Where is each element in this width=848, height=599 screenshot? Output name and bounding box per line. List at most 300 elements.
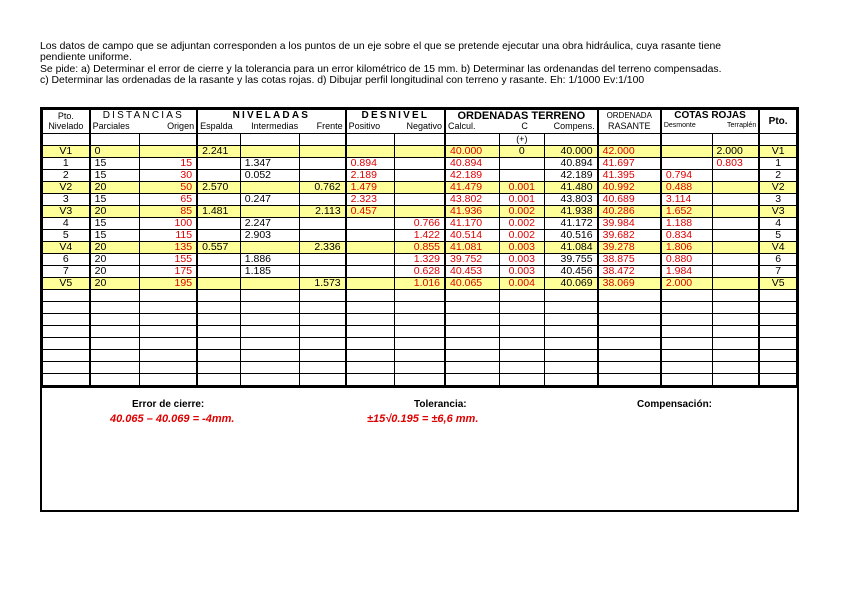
espalda-label: Espalda [200,121,233,131]
cell-terr [712,242,759,254]
blank-cell [499,290,544,302]
cell-inter: 1.185 [240,266,299,278]
cell-comp: 40.516 [544,230,597,242]
cell-comp: 41.480 [544,182,597,194]
table-row [43,218,797,230]
cell-pto2: V3 [759,206,796,218]
blank-cell [661,374,712,386]
frente-label: Frente [316,121,343,131]
cell-calc: 41.170 [445,218,499,230]
cell-c: 0.003 [499,254,544,266]
blank-cell [712,350,759,362]
cell-parc: 15 [90,230,140,242]
blank-cell [299,290,345,302]
plus-sign: (+) [499,134,544,146]
blank-cell [661,362,712,374]
intro-line: Se pide: a) Determinar el error de cierre y la tolerancia para un error kilométrico de 15 mm. b) Determinar las ordenandas del terreno compensadas. [40,63,722,75]
blank-cell [197,314,240,326]
cell-calc: 41.081 [445,242,499,254]
cell-calc: 41.936 [445,206,499,218]
cell-inter: 0.247 [240,194,299,206]
cell-comp: 41.172 [544,218,597,230]
table-row [43,146,797,158]
cell-comp: 40.069 [544,278,597,290]
cell-inter: 0.052 [240,170,299,182]
blank-cell [197,350,240,362]
blank-row [43,314,797,326]
cell-c: 0.002 [499,218,544,230]
cell-fre [299,230,345,242]
blank-cell [445,302,499,314]
cell-pto: V5 [43,278,90,290]
cell-pto: V4 [43,242,90,254]
c-label: C [521,121,528,131]
blank-cell [598,302,661,314]
cell-pto: 6 [43,254,90,266]
cell-pto: 4 [43,218,90,230]
cell-comp: 39.755 [544,254,597,266]
blank-cell [299,350,345,362]
origen-label: Origen [167,121,195,131]
cell-c: 0.004 [499,278,544,290]
blank-cell [43,290,90,302]
cell-terr: 2.000 [712,146,759,158]
cell-parc: 15 [90,194,140,206]
blank-cell [90,374,140,386]
cell-pto2: 4 [759,218,796,230]
positivo-label: Positivo [348,121,381,131]
desmonte-label: Desmonte [663,122,696,129]
cell-terr [712,266,759,278]
cell-pos [346,218,395,230]
blank-cell [712,374,759,386]
cell-c [499,170,544,182]
compens-label: Compens. [553,121,595,131]
cell-orig [140,146,197,158]
blank-cell [759,338,796,350]
cell-calc: 42.189 [445,170,499,182]
cell-parc: 20 [90,266,140,278]
cell-c: 0.002 [499,206,544,218]
pto-label: Pto. [57,111,74,121]
cell-neg: 0.766 [395,218,445,230]
blank-cell [299,302,345,314]
header-row [43,110,797,134]
cell-terr [712,182,759,194]
blank-cell [499,326,544,338]
blank-cell [140,374,197,386]
cell-pto: V2 [43,182,90,194]
cell-pto2: V4 [759,242,796,254]
intro-line: c) Determinar las ordenadas de la rasante y las cotas rojas. d) Dibujar perfil longitudinal con terreno y rasante. Eh: 1/1000 Ev:1/100 [40,75,645,87]
blank-cell [90,350,140,362]
table-row [43,182,797,194]
blank-cell [90,326,140,338]
blank-cell [395,362,445,374]
blank-cell [395,302,445,314]
data-rows [43,146,797,290]
cell-pto: 5 [43,230,90,242]
blank-cell [240,326,299,338]
cell-orig: 15 [140,158,197,170]
blank-cell [346,314,395,326]
distancias-header [90,110,197,134]
cell-fre [299,146,345,158]
cell-neg [395,194,445,206]
blank-cell [712,290,759,302]
blank-cell [346,350,395,362]
cell-neg: 1.329 [395,254,445,266]
cell-orig: 135 [140,242,197,254]
tolerance-label: Tolerancia: [414,399,467,410]
blank-cell [346,374,395,386]
cell-neg [395,182,445,194]
cell-pos [346,146,395,158]
blank-cell [445,338,499,350]
cell-pos [346,266,395,278]
intro-line: Los datos de campo que se adjuntan corresponden a los puntos de un eje sobre el que se pretende ejecutar una obra hidráulica, cuya rasante tiene [40,41,722,52]
cell-calc: 40.000 [445,146,499,158]
cell-pto2: 1 [759,158,796,170]
cell-pto: V3 [43,206,90,218]
blank-cell [346,302,395,314]
cell-comp: 43.803 [544,194,597,206]
blank-cell [197,338,240,350]
blank-cell [197,326,240,338]
blank-cell [598,338,661,350]
blank-cell [299,314,345,326]
cell-terr [712,170,759,182]
blank-cell [197,302,240,314]
blank-cell [43,338,90,350]
cell-ras: 40.286 [598,206,661,218]
cell-parc: 15 [90,170,140,182]
blank-cell [299,362,345,374]
cell-ras: 40.992 [598,182,661,194]
cell-esp [197,266,240,278]
blank-cell [499,350,544,362]
cell-orig: 30 [140,170,197,182]
cell-calc: 41.479 [445,182,499,194]
blank-cell [598,374,661,386]
cell-desm: 0.794 [661,170,712,182]
blank-cell [544,338,597,350]
table-row [43,170,797,182]
cell-desm: 1.984 [661,266,712,278]
cell-desm: 3.114 [661,194,712,206]
cell-esp [197,278,240,290]
niveladas-title: NIVELADAS [232,110,311,121]
cotas-rojas-header [661,110,759,134]
cell-desm [661,158,712,170]
cell-pto2: 2 [759,170,796,182]
cell-c: 0 [499,146,544,158]
blank-cell [395,350,445,362]
cell-desm: 1.806 [661,242,712,254]
cell-neg [395,146,445,158]
blank-cell [90,302,140,314]
cell-ras: 40.689 [598,194,661,206]
table-row [43,278,797,290]
blank-cell [140,302,197,314]
cell-inter: 1.347 [240,158,299,170]
blank-cell [299,338,345,350]
blank-row [43,362,797,374]
calcul-label: Calcul. [448,121,476,131]
cell-orig: 50 [140,182,197,194]
cell-inter [240,182,299,194]
cell-esp: 2.241 [197,146,240,158]
cell-fre: 2.113 [299,206,345,218]
blank-cell [661,350,712,362]
problem-statement [40,41,820,87]
blank-cell [43,374,90,386]
blank-cell [240,350,299,362]
blank-cell [544,374,597,386]
blank-cell [661,302,712,314]
rasante-label: RASANTE [607,121,651,131]
cell-inter [240,242,299,254]
blank-cell [445,362,499,374]
cell-desm: 0.880 [661,254,712,266]
cell-parc: 20 [90,206,140,218]
cell-c: 0.003 [499,242,544,254]
cell-neg: 0.628 [395,266,445,278]
blank-cell [240,290,299,302]
blank-cell [661,314,712,326]
blank-cell [499,362,544,374]
blank-cell [140,314,197,326]
cell-esp [197,170,240,182]
cell-comp: 42.189 [544,170,597,182]
cell-comp: 40.894 [544,158,597,170]
cell-c: 0.002 [499,230,544,242]
blank-cell [499,374,544,386]
cell-desm: 1.188 [661,218,712,230]
cell-pto: V1 [43,146,90,158]
cell-terr [712,218,759,230]
cell-parc: 15 [90,218,140,230]
blank-row [43,290,797,302]
cell-comp: 41.084 [544,242,597,254]
blank-cell [395,338,445,350]
blank-rows [43,290,797,386]
cell-pos [346,254,395,266]
blank-cell [299,326,345,338]
cell-pos: 0.894 [346,158,395,170]
table-row [43,230,797,242]
blank-cell [598,362,661,374]
cell-parc: 20 [90,182,140,194]
ordenada-label: ORDENADA [606,111,652,120]
cell-desm: 0.488 [661,182,712,194]
cell-parc: 20 [90,242,140,254]
cell-desm [661,146,712,158]
cell-pos [346,230,395,242]
cell-inter: 1.886 [240,254,299,266]
blank-cell [240,314,299,326]
blank-cell [90,314,140,326]
cell-fre: 0.762 [299,182,345,194]
cell-fre [299,194,345,206]
cell-desm: 1.652 [661,206,712,218]
cell-comp: 40.000 [544,146,597,158]
cell-neg: 0.855 [395,242,445,254]
ordenadas-terreno-header [445,110,598,134]
blank-cell [598,326,661,338]
blank-cell [395,374,445,386]
cell-calc: 40.065 [445,278,499,290]
cell-pto2: V2 [759,182,796,194]
cell-ras: 38.472 [598,266,661,278]
blank-cell [43,350,90,362]
blank-row [43,350,797,362]
table-row [43,266,797,278]
error-value: 40.065 – 40.069 = -4mm. [110,413,235,425]
blank-cell [395,314,445,326]
blank-cell [598,314,661,326]
blank-cell [661,290,712,302]
cell-parc: 15 [90,158,140,170]
cell-terr [712,254,759,266]
cell-esp: 0.557 [197,242,240,254]
terraplen-label: Terraplén [727,122,757,129]
blank-cell [395,326,445,338]
blank-cell [140,290,197,302]
cell-parc: 0 [90,146,140,158]
blank-cell [346,338,395,350]
cell-orig: 115 [140,230,197,242]
blank-cell [712,314,759,326]
cell-neg [395,170,445,182]
cell-calc: 40.514 [445,230,499,242]
negativo-label: Negativo [406,121,443,131]
cell-pto: 1 [43,158,90,170]
cell-pto: 3 [43,194,90,206]
cell-pos: 1.479 [346,182,395,194]
blank-cell [544,362,597,374]
blank-cell [43,326,90,338]
cell-parc: 20 [90,278,140,290]
blank-cell [197,362,240,374]
blank-cell [140,362,197,374]
blank-cell [499,302,544,314]
cell-pto2: V5 [759,278,796,290]
blank-cell [240,362,299,374]
cell-neg [395,206,445,218]
cell-fre: 1.573 [299,278,345,290]
cell-ras: 38.069 [598,278,661,290]
blank-cell [43,362,90,374]
cell-calc: 40.453 [445,266,499,278]
cell-orig: 195 [140,278,197,290]
cell-parc: 20 [90,254,140,266]
intermedias-label: Intermedias [251,121,299,131]
cell-neg: 1.422 [395,230,445,242]
parciales-label: Parciales [92,121,130,131]
cell-inter [240,206,299,218]
desnivel-header [346,110,445,134]
compensation-label: Compensación: [637,399,713,410]
blank-cell [712,302,759,314]
nivelado-label: Nivelado [48,121,84,131]
blank-cell [598,290,661,302]
blank-cell [395,290,445,302]
table-row [43,158,797,170]
cell-inter: 2.903 [240,230,299,242]
blank-cell [90,290,140,302]
cell-orig: 65 [140,194,197,206]
cell-fre [299,254,345,266]
cell-pto: 7 [43,266,90,278]
cell-terr [712,278,759,290]
blank-row [43,338,797,350]
blank-cell [197,374,240,386]
ordenadas-terreno-title: ORDENADAS TERRENO [457,110,586,122]
cell-neg [395,158,445,170]
cell-fre [299,170,345,182]
cell-pos: 0.457 [346,206,395,218]
blank-cell [759,314,796,326]
blank-cell [140,350,197,362]
cell-calc: 39.752 [445,254,499,266]
blank-cell [445,374,499,386]
cell-esp [197,230,240,242]
error-label: Error de cierre: [132,399,205,410]
cell-ras: 39.682 [598,230,661,242]
cotas-rojas-title: COTAS ROJAS [674,110,746,121]
cell-esp [197,254,240,266]
cell-pto2: V1 [759,146,796,158]
cell-ras: 41.395 [598,170,661,182]
blank-cell [544,350,597,362]
blank-cell [90,338,140,350]
pto-right-label: Pto. [768,115,788,127]
cell-desm: 0.834 [661,230,712,242]
cell-ras: 42.000 [598,146,661,158]
cell-calc: 40.894 [445,158,499,170]
blank-cell [299,374,345,386]
blank-cell [240,302,299,314]
cell-inter [240,278,299,290]
blank-cell [197,290,240,302]
cell-terr [712,194,759,206]
cell-pos: 2.189 [346,170,395,182]
blank-cell [759,326,796,338]
cell-ras: 38.875 [598,254,661,266]
blank-cell [346,326,395,338]
blank-cell [240,338,299,350]
intro-line: pendiente uniforme. [40,52,132,64]
pto-right-header [759,110,796,134]
blank-cell [759,350,796,362]
tolerance-value: ±15√0.195 = ±6,6 mm. [367,413,479,425]
table-row [43,206,797,218]
blank-row [43,326,797,338]
blank-cell [712,362,759,374]
cell-comp: 40.456 [544,266,597,278]
blank-cell [445,350,499,362]
blank-cell [712,338,759,350]
cell-inter: 2.247 [240,218,299,230]
results-footer [42,386,797,510]
cell-pto: 2 [43,170,90,182]
blank-cell [499,338,544,350]
blank-cell [43,314,90,326]
cell-neg: 1.016 [395,278,445,290]
table-row [43,194,797,206]
blank-row [43,302,797,314]
